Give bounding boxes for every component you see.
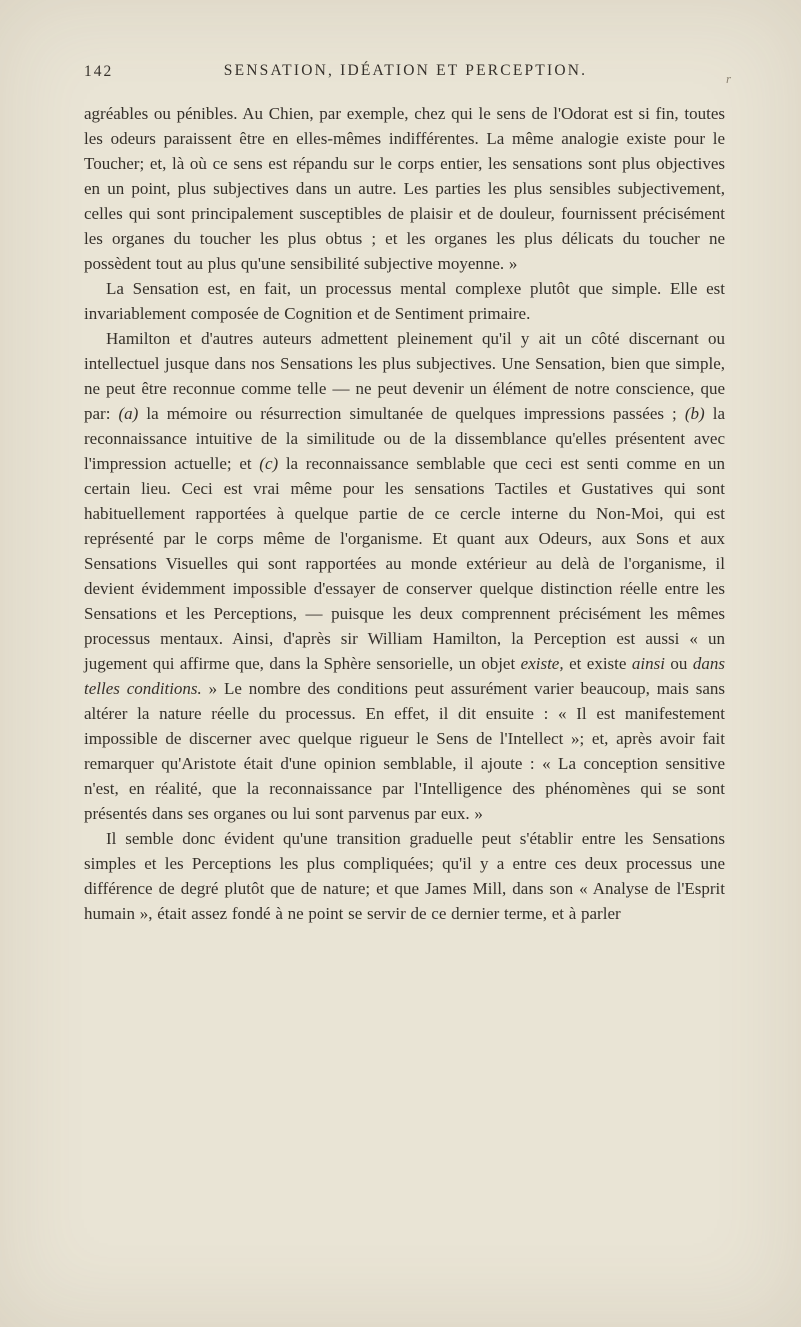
italic-text-run: (b): [684, 404, 705, 423]
page-number: 142: [84, 63, 114, 80]
text-run: Il semble donc évident qu'une transition graduelle peut s'établir entre les Sensations simples et les Perceptions les plus compliquées; qu'il y a entre ces deux processus une différence de degré plutôt que de nature; et que James Mill, dans son « Analyse de l'Esprit humain », était assez fondé à ne point se servir de ce dernier terme, et à parler: [84, 829, 725, 923]
page-body: [84, 101, 725, 926]
paragraph: [84, 101, 725, 276]
text-run: » Le nombre des conditions peut assurément varier beaucoup, mais sans altérer la nature réelle du processus. En effet, il dit ensuite : « Il est manifestement impossible de discerner avec quelque rigueur le Sens de l'Intellect »; et, après avoir fait remarquer qu'Aristote était d'une opinion semblable, il ajoute : « La conception sensitive n'est, en réalité, que la reconnaissance par l'Intelligence des phénomènes qui se sont présentés dans ses organes ou lui sont parvenus par eux. »: [84, 679, 725, 823]
italic-text-run: dans telles conditions.: [84, 654, 726, 698]
text-run: La Sensation est, en fait, un processus mental complexe plutôt que simple. Elle est invariablement composée de Cognition et de Sentiment primaire.: [84, 279, 725, 323]
text-run: la reconnaissance intuitive de la similitude ou de la dissemblance qu'elles présentent avec l'impression actuelle; et: [84, 404, 725, 473]
italic-text-run: existe,: [520, 654, 564, 673]
page-header: [84, 62, 731, 86]
text-run: ou: [664, 654, 693, 673]
text-run: Hamilton et d'autres auteurs admettent pleinement qu'il y ait un côté discernant ou intellectuel jusque dans nos Sensations les plus subjectives. Une Sensation, bien que simple, ne peut être reconnue comme telle — ne peut devenir un élément de notre conscience, que par:: [84, 329, 725, 423]
paragraph: [84, 826, 725, 926]
paragraph: [84, 326, 725, 826]
italic-text-run: (c): [259, 454, 279, 473]
text-run: et existe: [563, 654, 632, 673]
italic-text-run: ainsi: [631, 654, 665, 673]
margin-mark: r: [725, 71, 731, 86]
text-run: la reconnaissance semblable que ceci est senti comme en un certain lieu. Ceci est vrai même pour les sensations Tactiles et Gustatives qui sont habituellement rapportées à quelque partie de ce cercle interne du Non-Moi, qui est représenté par le corps même de l'organisme. Et quant aux Odeurs, aux Sons et aux Sensations Visuelles qui sont rapportées au monde extérieur au delà de l'organisme, il devient évidemment impossible d'essayer de conserver quelque distinction réelle entre les Sensations et les Perceptions, — puisque les deux comprennent précisément les mêmes processus mentaux. Ainsi, d'après sir William Hamilton, la Perception est aussi « un jugement qui affirme que, dans la Sphère sensorielle, un objet: [84, 454, 725, 673]
text-run: la mémoire ou résurrection simultanée de quelques impressions passées ;: [138, 404, 685, 423]
italic-text-run: (a): [118, 404, 139, 423]
running-title: SENSATION, IDÉATION ET PERCEPTION.: [223, 62, 588, 79]
text-run: agréables ou pénibles. Au Chien, par exemple, chez qui le sens de l'Odorat est si fin, toutes les odeurs paraissent être en elles-mêmes indifférentes. La même analogie existe pour le Toucher; et, là où ce sens est répandu sur le corps entier, les sensations sont plus objectives en un point, plus subjectives dans un autre. Les parties les plus sensibles subjectivement, celles qui sont principalement susceptibles de plaisir et de douleur, fournissent précisément les organes du toucher les plus obtus ; et les organes les plus délicats du toucher ne possèdent tout au plus qu'une sensibilité subjective moyenne. »: [84, 104, 725, 273]
paragraph: [84, 276, 725, 326]
